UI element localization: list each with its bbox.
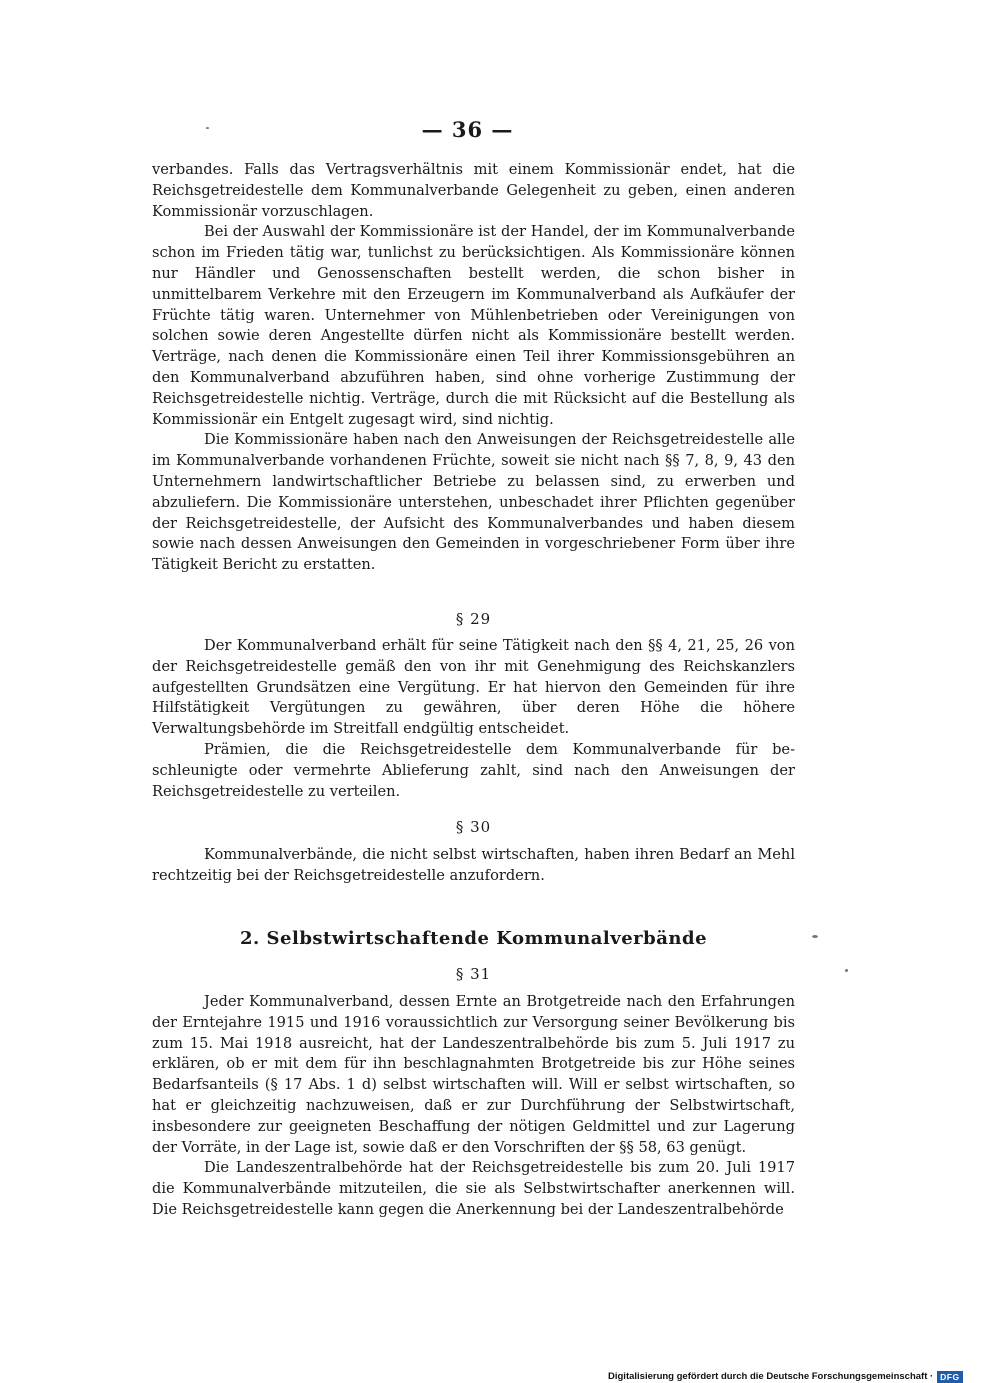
paragraph: Die Kommissionäre haben nach den Anweisungen der Reichsgetreidestelle alle im Kommunalverbande vorhandenen Früchte, soweit sie nicht nach §§ 7, 8, 9, 43 den Unternehmern landwirtschaftlicher Betriebe zu belassen sind, zu erwerben und abzuliefern. Die Kommissionäre unterstehen, unbeschadet ihrer Pflichten gegenüber der Reichsgetreidestelle, der Aufsicht des Kommunalverbandes und haben diesem sowie nach dessen Anweisungen den Gemeinden in vorgeschriebener Form über ihre Tätigkeit Bericht zu erstatten.	[152, 431, 795, 574]
paragraph: Kommunalverbände, die nicht selbst wirtschaften, haben ihren Bedarf an Mehl rechtzeitig bei der Reichsgetreidestelle anzufordern.	[152, 846, 795, 884]
footer-text: Digitalisierung gefördert durch die Deutsche Forschungsgemeinschaft ·	[608, 1371, 934, 1382]
page-number: — 36 —	[421, 117, 514, 142]
section-heading-30: § 30	[455, 818, 492, 836]
paragraph: Prämien, die die Reichsgetreidestelle dem Kommunalverbande für beschleunigte oder vermehrte Ablieferung zahlt, sind nach den Anweisungen der Reichsgetreidestelle zu verteilen.	[152, 740, 795, 800]
section-29-text	[152, 636, 795, 802]
paragraph: verbandes. Falls das Vertragsverhältnis mit einem Kommissionär endet, hat die Reichsgetreidestelle dem Kommunalverbande Gelegenheit zu geben, einen anderen Kommissionär vorzuschlagen.	[152, 161, 795, 220]
digitization-footer	[608, 1370, 963, 1383]
paragraph: Die Landeszentralbehörde hat der Reichsgetreidestelle bis zum 20. Juli 1917 die Kommunalverbände mitzuteilen, die sie als Selbstwirtschafter anerkennen will. Die Reichsgetreidestelle kann gegen die Anerkennung bei der Landeszentralbehörde	[152, 1159, 795, 1218]
dfg-logo: DFG	[937, 1371, 962, 1383]
paragraph: Der Kommunalverband erhält für seine Tätigkeit nach den §§ 4, 21, 25, 26 von der Reichsgetreidestelle gemäß den von ihr mit Genehmigung des Reichskanzlers aufgestellten Grundsätzen eine Vergütung. Er hat hiervon den Gemeinden für ihre Hilfstätigkeit Vergütungen zu gewähren, über deren Höhe die höhere Verwaltungsbehörde im Streitfall endgültig entscheidet.	[152, 637, 795, 738]
paragraph: Bei der Auswahl der Kommissionäre ist der Handel, der im Kommunalverbande schon im Frieden tätig war, tunlichst zu berücksichtigen. Als Kommissionäre können nur Händler und Genossenschaften bestellt werden, die schon bisher in unmittelbarem Verkehre mit den Erzeugern im Kommunalverband als Aufkäufer der Früchte tätig waren. Unternehmer von Mühlenbetrieben oder Vereinigungen von solchen sowie deren Angestellte dürfen nicht als Kommissionäre bestellt werden. Verträge, nach denen die Kommissionäre einen Teil ihrer Kommissionsgebühren an den Kommunalverband abzuführen haben, sind ohne vorherige Zustimmung der Reichsgetreidestelle nichtig. Verträge, durch die mit Rücksicht auf die Bestellung als Kommissionär ein Entgelt zugesagt wird, sind nichtig.	[152, 223, 795, 428]
section-30-text	[152, 845, 795, 887]
scan-speck	[206, 127, 209, 129]
section-heading-29: § 29	[455, 610, 492, 628]
continued-text-block	[152, 160, 795, 576]
scan-speck	[812, 935, 818, 938]
section-heading-31: § 31	[455, 965, 492, 983]
paragraph: Jeder Kommunalverband, dessen Ernte an Brotgetreide nach den Erfahrungen der Erntejahre 1915 und 1916 voraussichtlich zur Versorgung seiner Bevölkerung bis zum 15. Mai 1918 ausreicht, hat der Landeszentralbehörde bis zum 5. Juli 1917 zu erklären, ob er mit dem für ihn beschlagnahmten Brotgetreide bis zur Höhe seines Bedarfsanteils (§ 17 Abs. 1 d) selbst wirtschaften will. Will er selbst wirtschaften, so hat er gleichzeitig nachzuweisen, daß er zur Durchführung der Selbstwirtschaft, insbesondere zur geeigneten Beschaffung der nötigen Geldmittel und zur Lagerung der Vorräte, in der Lage ist, sowie daß er den Vorschriften der §§ 58, 63 genügt.	[152, 993, 795, 1156]
chapter-heading: 2. Selbstwirtschaftende Kommunalverbände	[239, 928, 708, 949]
section-31-text	[152, 992, 795, 1221]
scan-speck	[845, 969, 848, 972]
